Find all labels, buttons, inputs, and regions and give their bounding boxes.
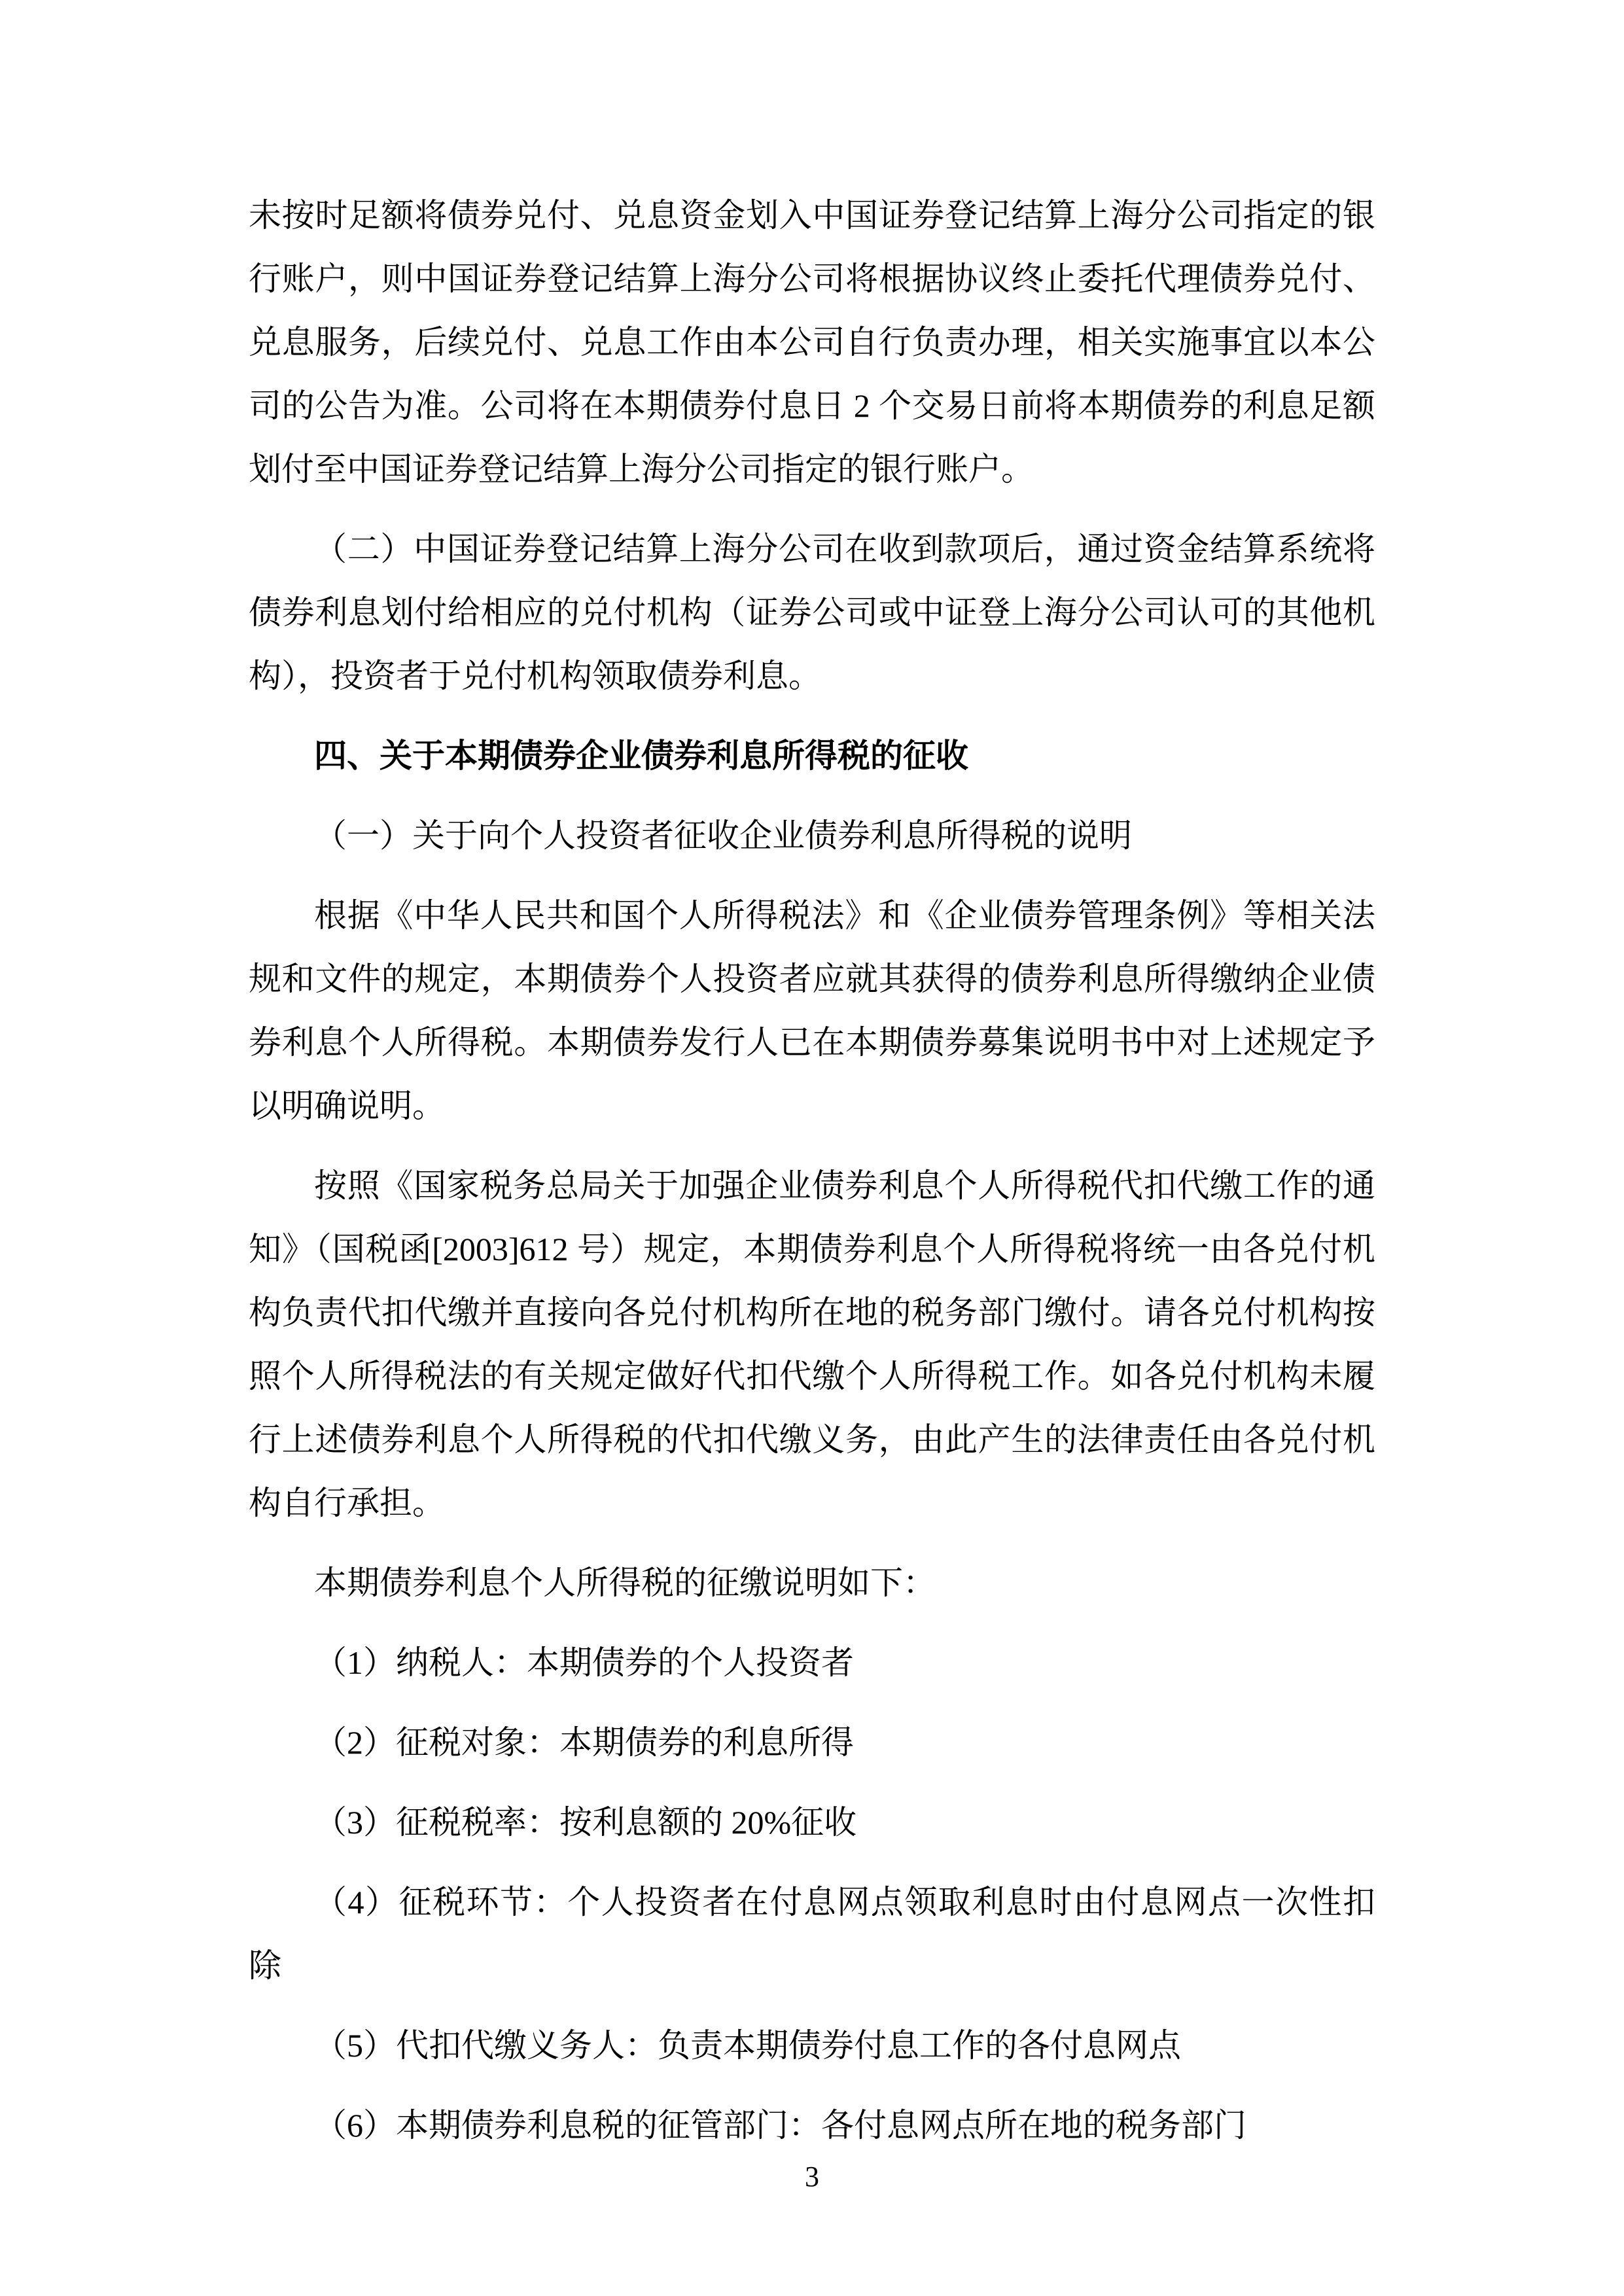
list-item-6-tax-authority: （6）本期债券利息税的征管部门：各付息网点所在地的税务部门	[314, 2107, 1246, 2144]
page-number: 3	[805, 2161, 819, 2193]
list-item-1-taxpayer: （1）纳税人：本期债券的个人投资者	[314, 1644, 854, 1681]
list-item-4-tax-step: （4）征税环节：个人投资者在付息网点领取利息时由付息网点一次性扣除	[249, 1884, 1375, 1984]
document-body	[249, 184, 1375, 2174]
paragraph-item-2-interest-transfer: （二）中国证券登记结算上海分公司在收到款项后，通过资金结算系统将债券利息划付给相应的兑付机构（证券公司或中证登上海分公司认可的其他机构），投资者于兑付机构领取债券利息。	[249, 531, 1375, 694]
paragraph-legal-basis: 根据《中华人民共和国个人所得税法》和《企业债券管理条例》等相关法规和文件的规定，本期债券个人投资者应就其获得的债券利息所得缴纳企业债券利息个人所得税。本期债券发行人已在本期债券募集说明书中对上述规定予以明确说明。	[249, 897, 1375, 1124]
list-item-2-tax-object: （2）征税对象：本期债券的利息所得	[314, 1724, 854, 1761]
subheading-item-1-individual-investor-tax-note: （一）关于向个人投资者征收企业债券利息所得税的说明	[314, 817, 1132, 854]
paragraph-redemption-continuation: 未按时足额将债券兑付、兑息资金划入中国证券登记结算上海分公司指定的银行账户，则中国证券登记结算上海分公司将根据协议终止委托代理债券兑付、兑息服务，后续兑付、兑息工作由本公司自行负责办理，相关实施事宜以本公司的公告为准。公司将在本期债券付息日 2 个交易日前将本期债券的利息足额划付至中国证券登记结算上海分公司指定的银行账户。	[249, 197, 1375, 487]
paragraph-tax-collection-intro: 本期债券利息个人所得税的征缴说明如下：	[314, 1564, 936, 1601]
heading-section-4-interest-tax-collection: 四、关于本期债券企业债券利息所得税的征收	[314, 737, 968, 774]
list-item-3-tax-rate: （3）征税税率：按利息额的 20%征收	[314, 1804, 857, 1841]
list-item-5-withholding-agent: （5）代扣代缴义务人：负责本期债券付息工作的各付息网点	[314, 2027, 1181, 2064]
paragraph-withholding-notice: 按照《国家税务总局关于加强企业债券利息个人所得税代扣代缴工作的通知》（国税函[2003]612 号）规定，本期债券利息个人所得税将统一由各兑付机构负责代扣代缴并直接向各兑付机构所在地的税务部门缴付。请各兑付机构按照个人所得税法的有关规定做好代扣代缴个人所得税工作。如各兑付机构未履行上述债券利息个人所得税的代扣代缴义务，由此产生的法律责任由各兑付机构自行承担。	[249, 1167, 1375, 1521]
